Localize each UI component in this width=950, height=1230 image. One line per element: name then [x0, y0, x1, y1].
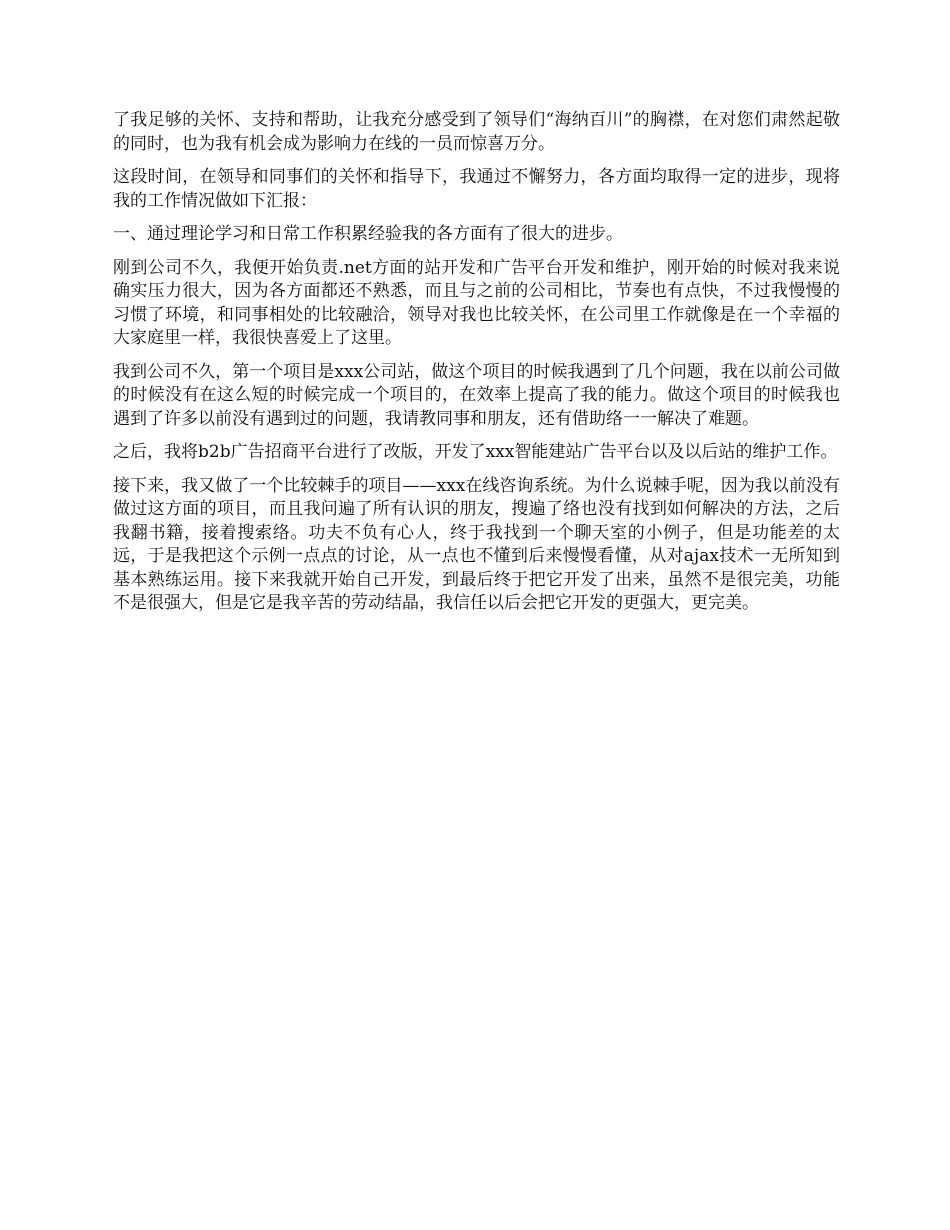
- paragraph-report-intro: 这段时间，在领导和同事们的关怀和指导下，我通过不懈努力，各方面均取得一定的进步，现将我的工作情况做如下汇报：: [113, 167, 840, 211]
- paragraph-b2b-platform: 之后，我将b2b广告招商平台进行了改版，开发了xxx智能建站广告平台以及以后站的维护工作。: [113, 442, 838, 462]
- paragraph-net-development: 刚到公司不久，我便开始负责.net方面的站开发和广告平台开发和维护，刚开始的时候对我来说确实压力很大，因为各方面都还不熟悉，而且与之前的公司相比，节奏也有点快，不过我慢慢的习惯了环境，和同事相处的比较融洽，领导对我也比较关怀，在公司里工作就像是在一个幸福的大家庭里一样，我很快喜爱上了这里。: [113, 257, 840, 348]
- paragraph-section-heading: 一、通过理论学习和日常工作积累经验我的各方面有了很大的进步。: [113, 224, 623, 244]
- paragraph-first-project: 我到公司不久，第一个项目是xxx公司站，做这个项目的时候我遇到了几个问题，我在以前公司做的时候没有在这么短的时候完成一个项目的，在效率上提高了我的能力。做这个项目的时候我也遇到了许多以前没有遇到过的问题，我请教同事和朋友，还有借助络一一解决了难题。: [113, 361, 840, 429]
- paragraph-intro-continued: 了我足够的关怀、支持和帮助，让我充分感受到了领导们“海纳百川”的胸襟，在对您们肃然起敬的同时，也为我有机会成为影响力在线的一员而惊喜万分。: [113, 110, 840, 154]
- paragraph-consulting-system: 接下来，我又做了一个比较棘手的项目——xxx在线咨询系统。为什么说棘手呢，因为我以前没有做过这方面的项目，而且我问遍了所有认识的朋友，搜遍了络也没有找到如何解决的方法，之后我翻书籍，接着搜索络。功夫不负有心人，终于我找到一个聊天室的小例子，但是功能差的太远，于是我把这个示例一点点的讨论，从一点也不懂到后来慢慢看懂，从对ajax技术一无所知到基本熟练运用。接下来我就开始自己开发，到最后终于把它开发了出来，虽然不是很完美，功能不是很强大，但是它是我辛苦的劳动结晶，我信任以后会把它开发的更强大，更完美。: [113, 475, 840, 613]
- document-body: [113, 109, 840, 626]
